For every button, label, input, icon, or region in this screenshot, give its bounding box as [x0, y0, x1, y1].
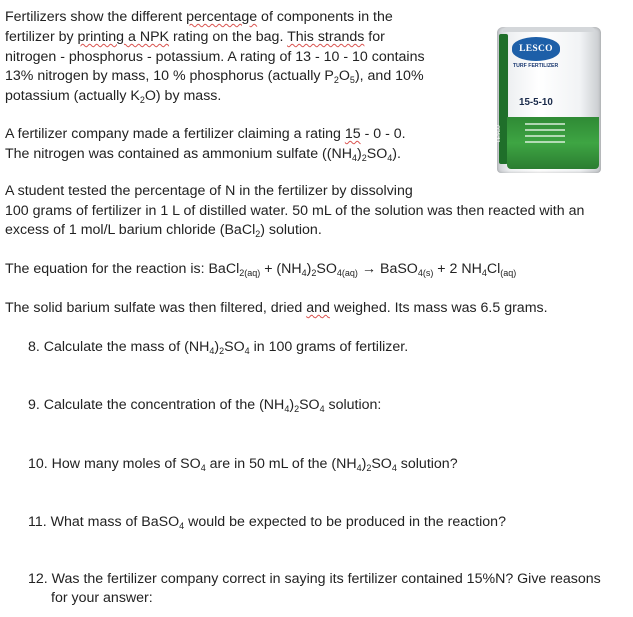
subscript: 4 [179, 521, 185, 531]
question-12-line-2: for your answer: [51, 590, 153, 606]
text: O) by mass. [144, 88, 222, 104]
test-line-3 [5, 221, 322, 241]
subscript: 4 [244, 346, 250, 356]
bag-npk-rating: 15-5-10 [519, 97, 553, 108]
text: ) [306, 261, 312, 277]
subscript: 4(aq) [336, 268, 358, 278]
text: rating on the bag. [169, 29, 288, 45]
subscript: 4 [319, 404, 325, 414]
subscript: 2(aq) [239, 268, 261, 278]
subscript: (aq) [500, 268, 517, 278]
text: The solid barium sulfate was then filtered, dried [5, 300, 307, 316]
subscript: 2 [311, 268, 317, 278]
subscript: 4 [351, 153, 357, 163]
spellcheck-word: percentage [186, 9, 258, 25]
intro-line-2 [5, 28, 385, 48]
subscript: 4 [391, 463, 397, 473]
reaction-equation [5, 260, 516, 280]
subscript: 5 [349, 75, 355, 85]
intro-line-4 [5, 67, 424, 87]
text: SO [316, 261, 337, 277]
text: 10. How many moles of SO [28, 456, 201, 472]
text: ) [361, 456, 367, 472]
subscript: 2 [294, 404, 300, 414]
question-9 [28, 396, 381, 416]
subscript: 4 [356, 463, 362, 473]
text: Cl [486, 261, 501, 277]
text: ) solution. [260, 222, 322, 238]
text: + 2 NH [433, 261, 482, 277]
subscript: 4 [387, 153, 393, 163]
text: A fertilizer company made a fertilizer claiming a rating [5, 126, 345, 142]
text: - 0 - 0. [360, 126, 406, 142]
bag-side-logo: LESCO [496, 125, 502, 142]
question-8 [28, 338, 408, 358]
subscript: 4 [301, 268, 307, 278]
text: The nitrogen was contained as ammonium sulfate ((NH [5, 146, 352, 162]
text: ) [356, 146, 362, 162]
text: 13% nitrogen by mass, 10 % phosphorus (actually P [5, 68, 334, 84]
fertilizer-bag-image [497, 27, 601, 173]
spellcheck-phrase: printing a NPK [77, 29, 170, 45]
question-10 [28, 455, 458, 475]
text: for [364, 29, 385, 45]
subscript: 2 [361, 153, 367, 163]
text: ). [392, 146, 401, 162]
spellcheck-phrase: This strands [287, 29, 365, 45]
text: are in 50 mL of the (NH [205, 456, 357, 472]
intro-line-3: nitrogen - phosphorus - potassium. A rating of 13 - 10 - 10 contains [5, 49, 425, 65]
text: SO [299, 397, 320, 413]
company-line-2 [5, 145, 401, 165]
text: ), and 10% [354, 68, 424, 84]
text: SO [224, 339, 245, 355]
text: ) [214, 339, 220, 355]
text: 8. Calculate the mass of (NH [28, 339, 210, 355]
text: The equation for the reaction is: BaCl [5, 261, 240, 277]
test-line-1: A student tested the percentage of N in the fertilizer by dissolving [5, 183, 413, 199]
text: potassium (actually K [5, 88, 140, 104]
text: solution: [324, 397, 382, 413]
subscript: 2 [333, 75, 339, 85]
subscript: 4 [200, 463, 206, 473]
subscript: 2 [255, 229, 261, 239]
text: 11. What mass of BaSO [28, 514, 180, 530]
subscript: 2 [366, 463, 372, 473]
text: 9. Calculate the concentration of the (NH [28, 397, 285, 413]
bag-top-seal [503, 27, 595, 32]
bag-fine-print [525, 123, 565, 147]
subscript: 4 [284, 404, 290, 414]
text: fertilizer by [5, 29, 78, 45]
bag-product-name: TURF FERTILIZER [513, 63, 559, 69]
subscript: 2 [219, 346, 225, 356]
company-line-1 [5, 125, 406, 145]
subscript: 4 [209, 346, 215, 356]
text: solution? [396, 456, 458, 472]
subscript: 4(s) [417, 268, 434, 278]
spellcheck-word: and [306, 300, 330, 316]
text: ) [289, 397, 295, 413]
bag-brand-logo: LESCO [512, 37, 560, 61]
intro-line-1 [5, 8, 393, 28]
question-11 [28, 513, 506, 533]
intro-line-5 [5, 87, 221, 107]
spellcheck-word: 15 [344, 126, 361, 142]
subscript: 4 [481, 268, 487, 278]
text: excess of 1 mol/L barium chloride (BaCl [5, 222, 256, 238]
text: weighed. Its mass was 6.5 grams. [329, 300, 548, 316]
text: Fertilizers show the different [5, 9, 187, 25]
test-line-2: 100 grams of fertilizer in 1 L of distilled water. 50 mL of the solution was then reacted with an [5, 203, 585, 219]
subscript: 2 [139, 95, 145, 105]
question-12-line-1: 12. Was the fertilizer company correct in saying its fertilizer contained 15%N? Give reasons [28, 571, 601, 587]
text: O [338, 68, 350, 84]
text: in 100 grams of fertilizer. [249, 339, 409, 355]
text: SO [371, 456, 392, 472]
text: SO [366, 146, 388, 162]
reaction-arrow: → BaSO [357, 261, 418, 277]
text: would be expected to be produced in the reaction? [184, 514, 506, 530]
text: + (NH [260, 261, 302, 277]
result-line [5, 299, 548, 319]
text: of components in the [257, 9, 393, 25]
